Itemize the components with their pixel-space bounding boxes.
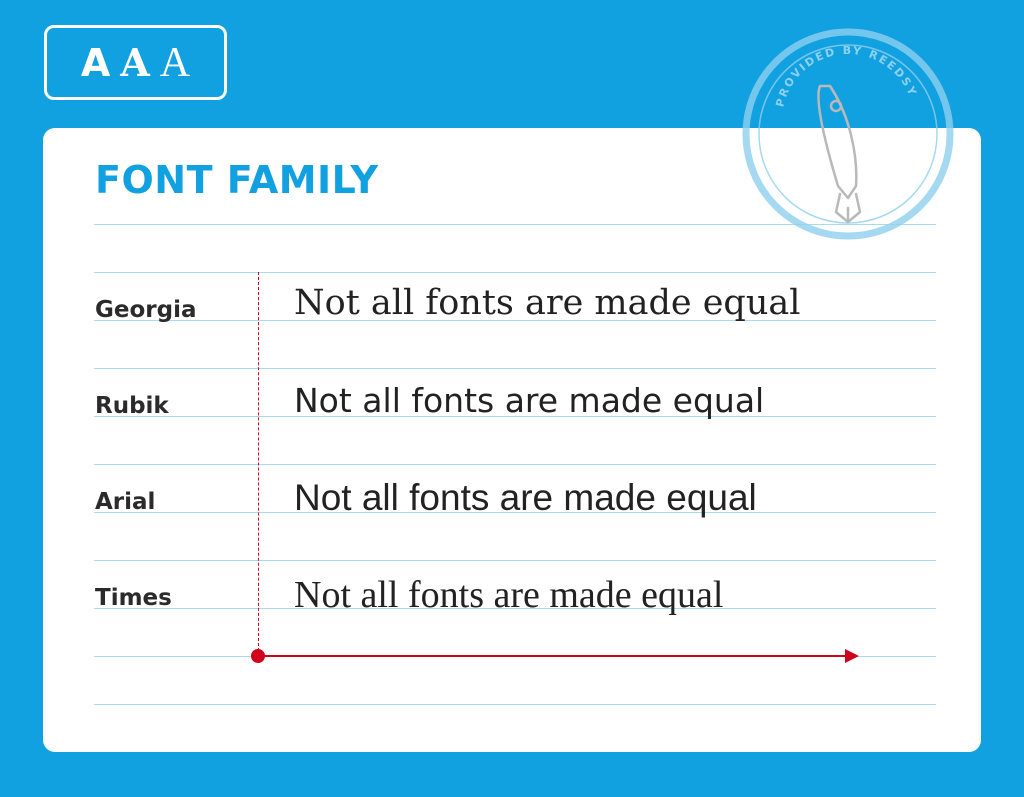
notebook-rule [94, 368, 936, 369]
card-title: FONT FAMILY [95, 158, 379, 202]
font-sample-rubik: Not all fonts are made equal [294, 381, 765, 420]
reedsy-seal [740, 26, 956, 242]
badge-letter-slab: A [120, 39, 150, 85]
font-label-arial: Arial [95, 489, 156, 515]
font-label-rubik: Rubik [95, 393, 169, 419]
notebook-rule [94, 704, 936, 705]
font-sample-arial: Not all fonts are made equal [294, 477, 757, 518]
badge-letter-serif: A [159, 39, 191, 86]
notebook-rule [94, 272, 936, 273]
fountain-pen-icon [818, 86, 860, 222]
font-label-georgia: Georgia [95, 297, 197, 323]
notebook-rule [94, 560, 936, 561]
margin-line [258, 272, 259, 656]
badge-letter-sans: A [80, 40, 111, 85]
seal-text: PROVIDED BY REEDSY [773, 43, 920, 109]
font-style-badge [44, 25, 227, 100]
baseline-arrow [249, 647, 869, 665]
font-label-times: Times [95, 585, 172, 611]
notebook-rule [94, 464, 936, 465]
font-sample-georgia: Not all fonts are made equal [294, 283, 801, 323]
font-sample-times: Not all fonts are made equal [294, 574, 724, 616]
